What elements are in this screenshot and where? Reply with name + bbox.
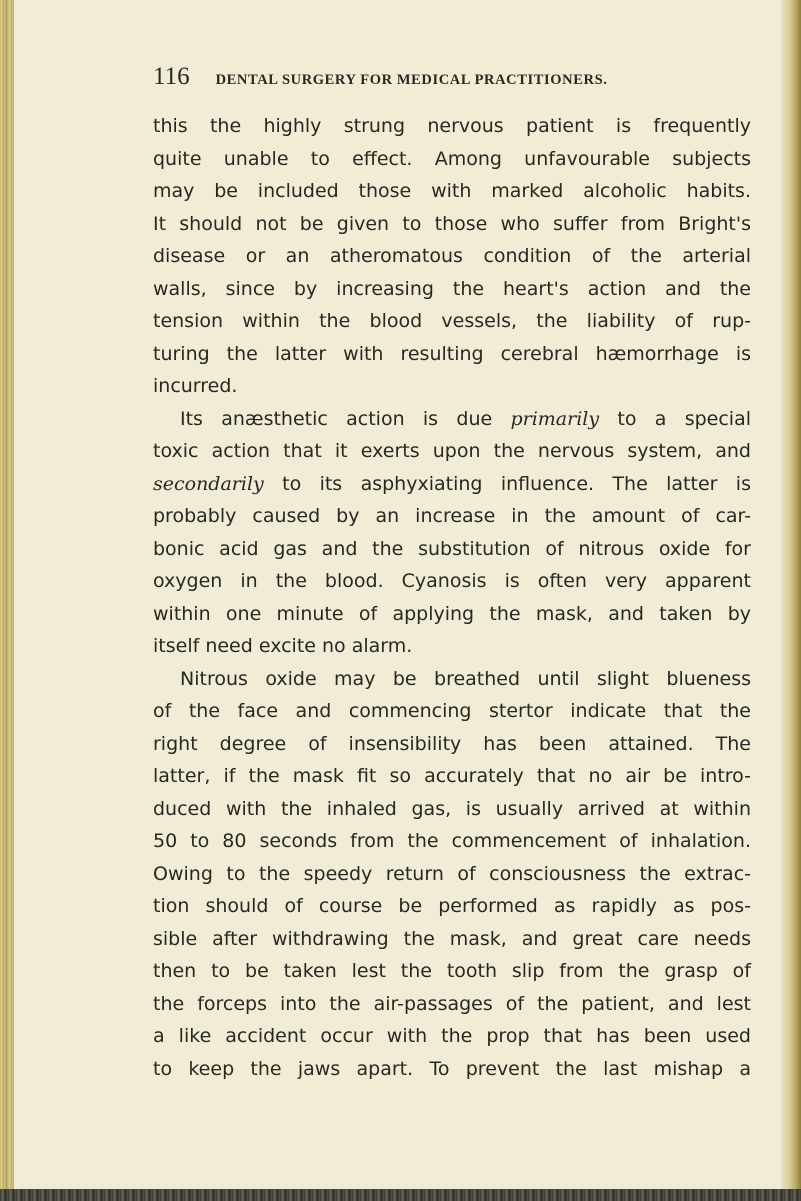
text-line: turing the latter with resulting cerebral hæmorrhage is — [153, 342, 751, 365]
text-line: sible after withdrawing the mask, and great care needs — [153, 927, 751, 950]
text-line: itself need excite no alarm. — [153, 635, 413, 657]
book-spine-edge — [0, 0, 14, 1201]
text-line: 50 to 80 seconds from the commencement of inhalation. — [153, 830, 751, 852]
text-line: Nitrous oxide may be breathed until slight blueness — [180, 667, 751, 690]
text-line: this the highly strung nervous patient is frequently — [153, 115, 751, 137]
body-text — [153, 110, 751, 1085]
text-line: a like accident occur with the prop that has been used — [153, 1025, 751, 1047]
italic-term: primarily — [510, 407, 600, 430]
text-line: bonic acid gas and the substitution of nitrous oxide for — [153, 537, 751, 560]
text-line: of the face and commencing stertor indicate that the — [153, 700, 751, 722]
text-line: probably caused by an increase in the amount of car- — [153, 505, 751, 527]
text-line: then to be taken lest the tooth slip from the grasp of — [153, 960, 751, 982]
page-fore-edge — [781, 0, 801, 1201]
text-line: within one minute of applying the mask, and taken by — [153, 602, 751, 625]
text-line: quite unable to effect. Among unfavourable subjects — [153, 147, 751, 170]
text-run: to a special — [599, 407, 751, 430]
text-run: Its anæsthetic action is due — [180, 407, 511, 430]
text-line — [153, 403, 751, 436]
text-line: may be included those with marked alcoholic habits. — [153, 180, 751, 202]
text-line: incurred. — [153, 375, 238, 397]
text-line: the forceps into the air-passages of the patient, and lest — [153, 992, 751, 1015]
text-line: Owing to the speedy return of consciousness the extrac- — [153, 862, 751, 885]
text-line: to keep the jaws apart. To prevent the last mishap a — [153, 1057, 751, 1080]
text-line: tension within the blood vessels, the liability of rup- — [153, 310, 751, 332]
text-line: tion should of course be performed as rapidly as pos- — [153, 895, 751, 917]
italic-term: secondarily — [153, 472, 264, 495]
text-line: duced with the inhaled gas, is usually arrived at within — [153, 797, 751, 820]
text-line: disease or an atheromatous condition of the arterial — [153, 245, 751, 267]
text-run: to its asphyxiating influence. The latter is — [263, 472, 751, 495]
page-header — [153, 63, 713, 91]
running-title: DENTAL SURGERY FOR MEDICAL PRACTITIONERS. — [215, 72, 608, 88]
text-line: walls, since by increasing the heart's action and the — [153, 277, 751, 300]
text-line: It should not be given to those who suffer from Bright's — [153, 212, 751, 235]
page-bottom-edge — [0, 1189, 801, 1201]
book-page — [40, 0, 780, 1185]
text-line — [153, 468, 751, 501]
text-line: latter, if the mask fit so accurately that no air be intro- — [153, 765, 751, 787]
text-line: oxygen in the blood. Cyanosis is often very apparent — [153, 570, 751, 592]
text-line: toxic action that it exerts upon the nervous system, and — [153, 440, 751, 462]
page-number: 116 — [153, 63, 190, 90]
text-line: right degree of insensibility has been attained. The — [153, 732, 751, 755]
